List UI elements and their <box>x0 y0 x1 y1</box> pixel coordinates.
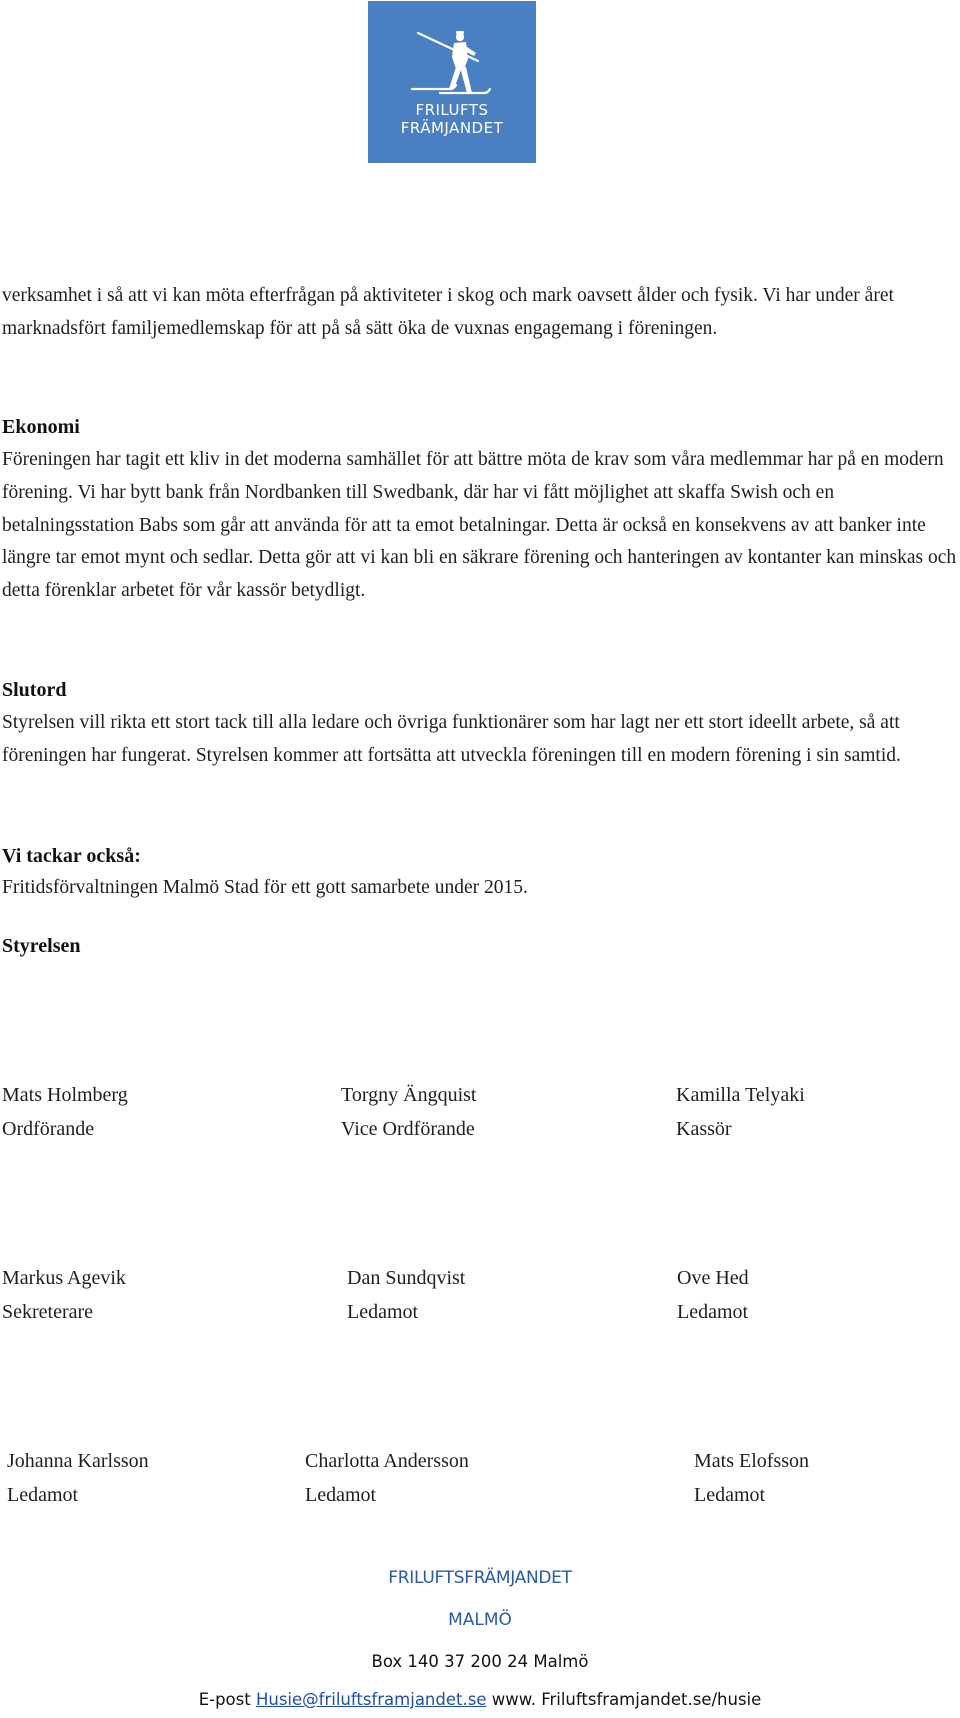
signature-block <box>341 1078 476 1146</box>
footer-email-label: E-post <box>198 1690 256 1709</box>
member-name: Johanna Karlsson <box>7 1450 149 1472</box>
member-role: Ledamot <box>305 1484 377 1506</box>
member-role: Ledamot <box>347 1301 419 1323</box>
styrelsen-heading: Styrelsen <box>2 935 81 957</box>
member-name: Charlotta Andersson <box>305 1450 469 1472</box>
signature-block <box>347 1261 465 1329</box>
logo-text-line2: FRÄMJANDET <box>400 119 504 137</box>
ekonomi-paragraph: Föreningen har tagit ett kliv in det moderna samhället för att bättre möta de krav som våra medlemmar har på en modern förening. Vi har bytt bank från Nordbanken till Swedbank, där har vi fått möjlighet att skaffa Swish och en betalningsstation Babs som går att använda för att ta emot betalningar. Detta är också en konsekvens av att banker inte längre tar emot mynt och sedlar. Detta gör att vi kan bli en säkrare förening och hanteringen av kontanter kan minskas och detta förenklar arbetet för vår kassör betydligt. <box>2 449 957 602</box>
member-name: Ove Hed <box>677 1267 749 1289</box>
member-role: Ledamot <box>694 1484 766 1506</box>
intro-paragraph: verksamhet i så att vi kan möta efterfrågan på aktiviteter i skog och mark oavsett ålder och fysik. Vi har under året marknadsfört familjemedlemskap för att på så sätt öka de vuxnas engagemang i föreningen. <box>2 285 894 339</box>
signature-block <box>676 1078 805 1146</box>
signature-block <box>694 1444 809 1512</box>
footer-contact <box>0 1690 960 1709</box>
tackar-heading: Vi tackar också: <box>2 845 141 867</box>
footer-org: FRILUFTSFRÄMJANDET <box>388 1568 572 1588</box>
member-role: Sekreterare <box>2 1301 94 1323</box>
signature-block <box>305 1444 469 1512</box>
signature-block <box>677 1261 749 1329</box>
signature-block <box>2 1078 128 1146</box>
member-role: Kassör <box>676 1118 732 1140</box>
logo-text-line1: FRILUFTS <box>415 101 489 119</box>
member-name: Mats Elofsson <box>694 1450 809 1472</box>
signature-block <box>7 1444 149 1512</box>
member-role: Ledamot <box>7 1484 79 1506</box>
footer-address: Box 140 37 200 24 Malmö <box>371 1652 589 1671</box>
member-role: Ledamot <box>677 1301 749 1323</box>
member-name: Dan Sundqvist <box>347 1267 466 1289</box>
tackar-paragraph: Fritidsförvaltningen Malmö Stad för ett gott samarbete under 2015. <box>2 877 528 898</box>
slutord-paragraph: Styrelsen vill rikta ett stort tack till alla ledare och övriga funktionärer som har lagt ner ett stort ideellt arbete, så att föreningen har fungerat. Styrelsen kommer att fortsätta att utveckla föreningen till en modern förening i sin samtid. <box>2 712 901 766</box>
logo <box>368 1 536 163</box>
signature-block <box>2 1261 126 1329</box>
member-name: Kamilla Telyaki <box>676 1084 805 1106</box>
footer-web: www. Friluftsframjandet.se/husie <box>486 1690 762 1709</box>
ekonomi-heading: Ekonomi <box>2 416 80 438</box>
member-name: Torgny Ängquist <box>341 1084 477 1106</box>
member-role: Ordförande <box>2 1118 95 1140</box>
skier-icon <box>410 23 494 98</box>
member-name: Mats Holmberg <box>2 1084 128 1106</box>
member-role: Vice Ordförande <box>341 1118 475 1140</box>
email-link[interactable]: Husie@friluftsframjandet.se <box>255 1690 487 1709</box>
slutord-heading: Slutord <box>2 679 67 701</box>
member-name: Markus Agevik <box>2 1267 126 1289</box>
footer-city: MALMÖ <box>448 1610 512 1630</box>
